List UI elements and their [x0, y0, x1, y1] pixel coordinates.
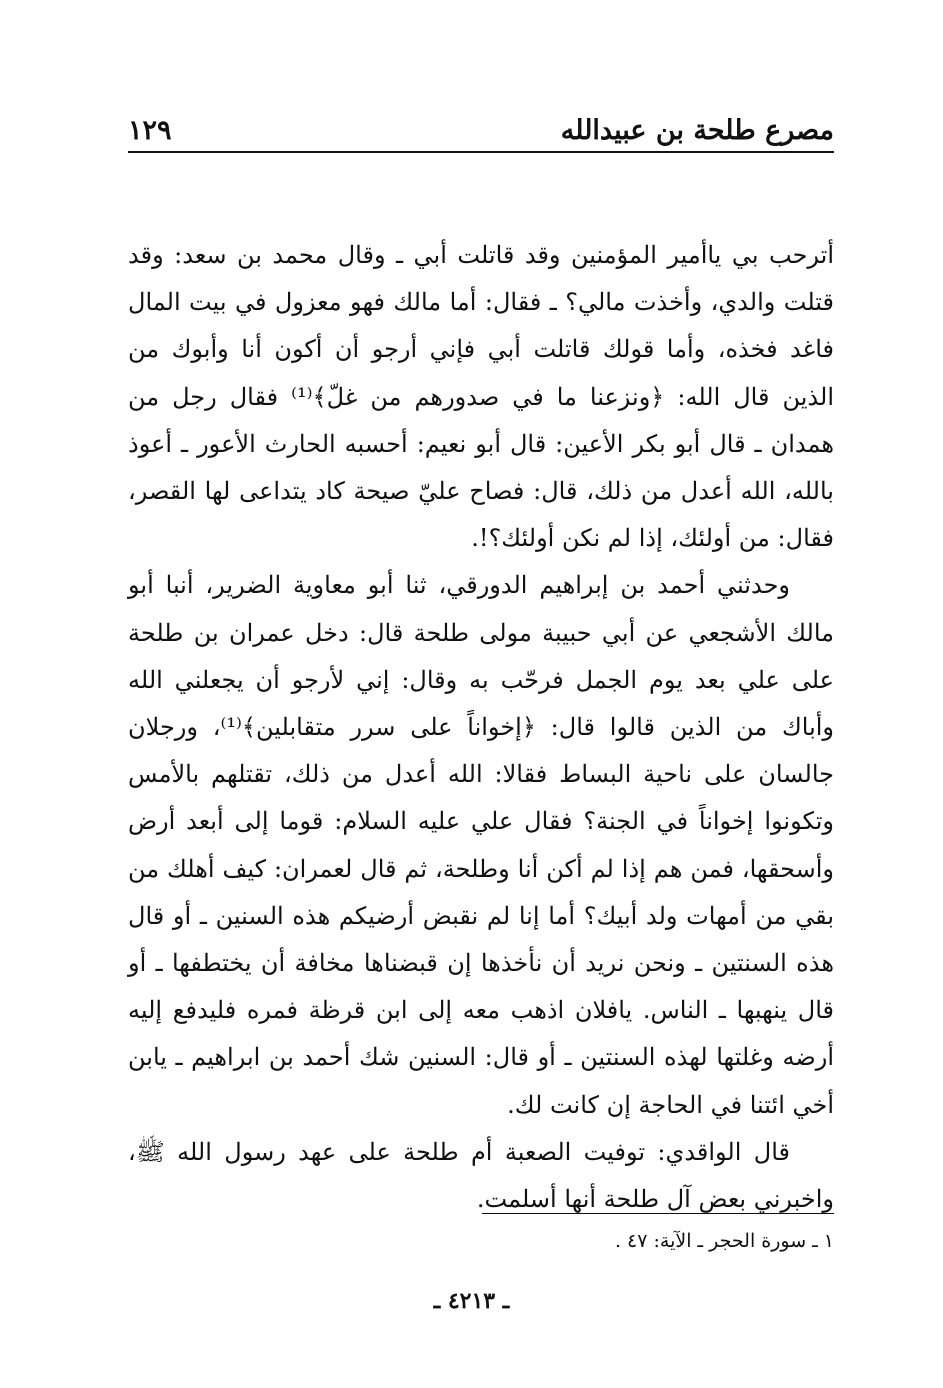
running-header	[128, 112, 834, 152]
header-page-number: ١٢٩	[128, 115, 172, 146]
paragraph: قال الواقدي: توفيت الصعبة أم طلحة على عهد رسول الله ﷺ، واخبرني بعض آل طلحة أنها أسلمت.	[128, 1137, 834, 1214]
header-title: مصرع طلحة بن عبيدالله	[560, 115, 834, 146]
paragraph: وحدثني أحمد بن إبراهيم الدورقي، ثنا أبو معاوية الضرير، أنبا أبو مالك الأشجعي عن أبي حبيبة مولى طلحة قال: دخل عمران بن طلحة على علي بعد يوم الجمل فرحّب به وقال: إني لأرجو أن يجعلني الله وأباك من الذين قالوا قال: ﴿إخواناً على سرر متقابلين﴾⁽¹⁾، ورجلان جالسان على ناحية البساط فقالا: الله أعدل من ذلك، تقتلهم بالأمس وتكونوا إخواناً في الجنة؟ فقال علي عليه السلام: قوما إلى أبعد أرض وأسحقها، فمن هم إذا لم أكن أنا وطلحة، ثم قال لعمران: كيف أهلك من بقي من أمهات ولد أبيك؟ أما إنا لم نقبض أرضيكم هذه السنين ـ أو قال هذه السنتين ـ ونحن نريد أن نأخذها إن قبضناها مخافة أن يختطفها ـ أو قال ينهبها ـ الناس. يافلان اذهب معه إلى ابن قرظة فمره فليدفع إليه أرضه وغلتها لهذه السنتين ـ أو قال: السنين شك أحمد بن ابراهيم ـ يابن أخي ائتنا في الحاجة إن كانت لك.	[128, 571, 835, 1119]
paragraph: أترحب بي ياأمير المؤمنين وقد قاتلت أبي ـ وقال محمد بن سعد: وقد قتلت والدي، وأخذت مالي؟ ـ فقال: أما مالك فهو معزول في بيت المال فاغد فخذه، وأما قولك قاتلت أبي فإني أرجو أن أكون أنا وأبوك من الذين قال الله: ﴿ونزعنا ما في صدورهم من غلّ﴾⁽¹⁾ فقال رجل من همدان ـ قال أبو بكر الأعين: قال أبو نعيم: أحسبه الحارث الأعور ـ أعوذ بالله، الله أعدل من ذلك، قال: فصاح عليّ صيحة كاد يتداعى لها القصر، فقال: من أولئك، إذا لم نكن أولئك؟!.	[128, 241, 834, 553]
footnote: ١ ـ سورة الحجر ـ الآية: ٤٧ .	[614, 1230, 834, 1252]
main-text	[128, 232, 834, 1223]
footer-page-number: ـ ٤٢١٣ ـ	[433, 1288, 510, 1314]
footnote-divider	[482, 1213, 834, 1214]
header-divider	[128, 151, 834, 153]
